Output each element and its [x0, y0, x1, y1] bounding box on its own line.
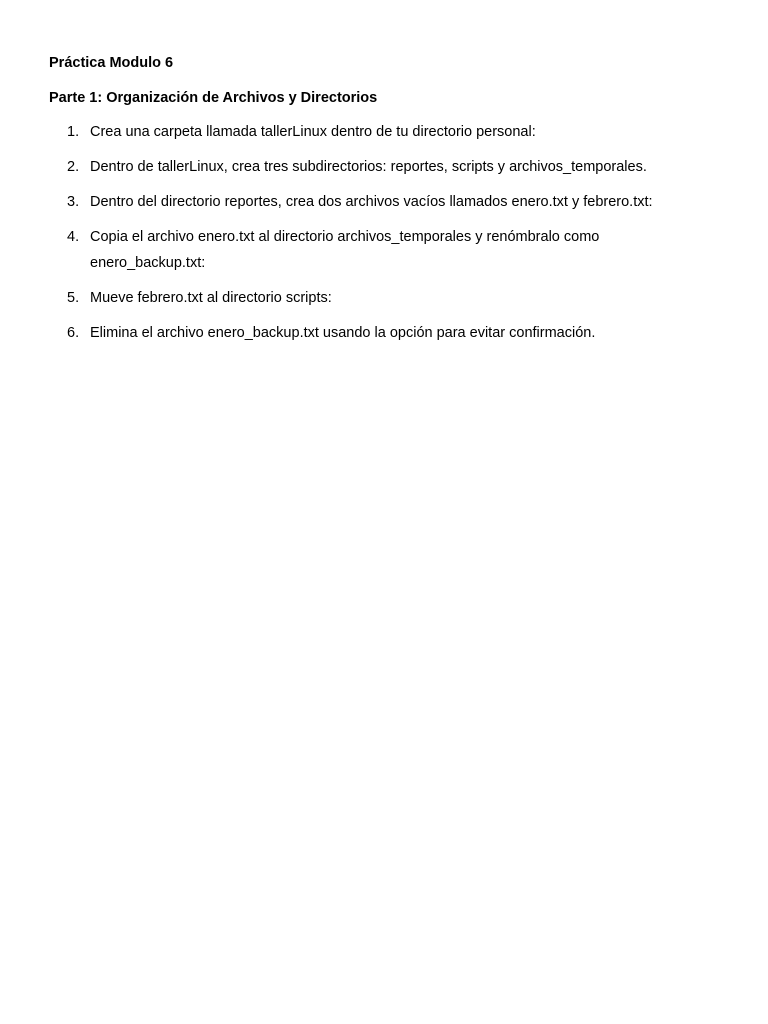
task-list	[0, 123, 768, 359]
list-item-number: 1.	[67, 124, 80, 140]
list-item-number: 4.	[67, 229, 80, 245]
list-item-number: 2.	[67, 159, 80, 175]
list-item	[0, 324, 768, 350]
list-item	[0, 228, 768, 280]
list-item-text: Elimina el archivo enero_backup.txt usando la opción para evitar confirmación.	[90, 325, 596, 341]
section-heading: Parte 1: Organización de Archivos y Directorios	[49, 90, 378, 106]
list-item	[0, 123, 768, 149]
list-item-number: 3.	[67, 194, 80, 210]
list-item	[0, 289, 768, 315]
list-item-number: 6.	[67, 325, 80, 341]
list-item-text: Mueve febrero.txt al directorio scripts:	[90, 290, 332, 306]
list-item-text: Dentro del directorio reportes, crea dos archivos vacíos llamados enero.txt y febrero.txt:	[90, 194, 653, 210]
list-item	[0, 193, 768, 219]
list-item	[0, 158, 768, 184]
list-item-text: Copia el archivo enero.txt al directorio archivos_temporales y renómbralo como enero_backup.txt:	[90, 229, 600, 271]
document-title: Práctica Modulo 6	[49, 55, 174, 71]
list-item-text: Dentro de tallerLinux, crea tres subdirectorios: reportes, scripts y archivos_temporales.	[90, 159, 647, 175]
list-item-number: 5.	[67, 290, 80, 306]
list-item-text: Crea una carpeta llamada tallerLinux dentro de tu directorio personal:	[90, 124, 536, 140]
